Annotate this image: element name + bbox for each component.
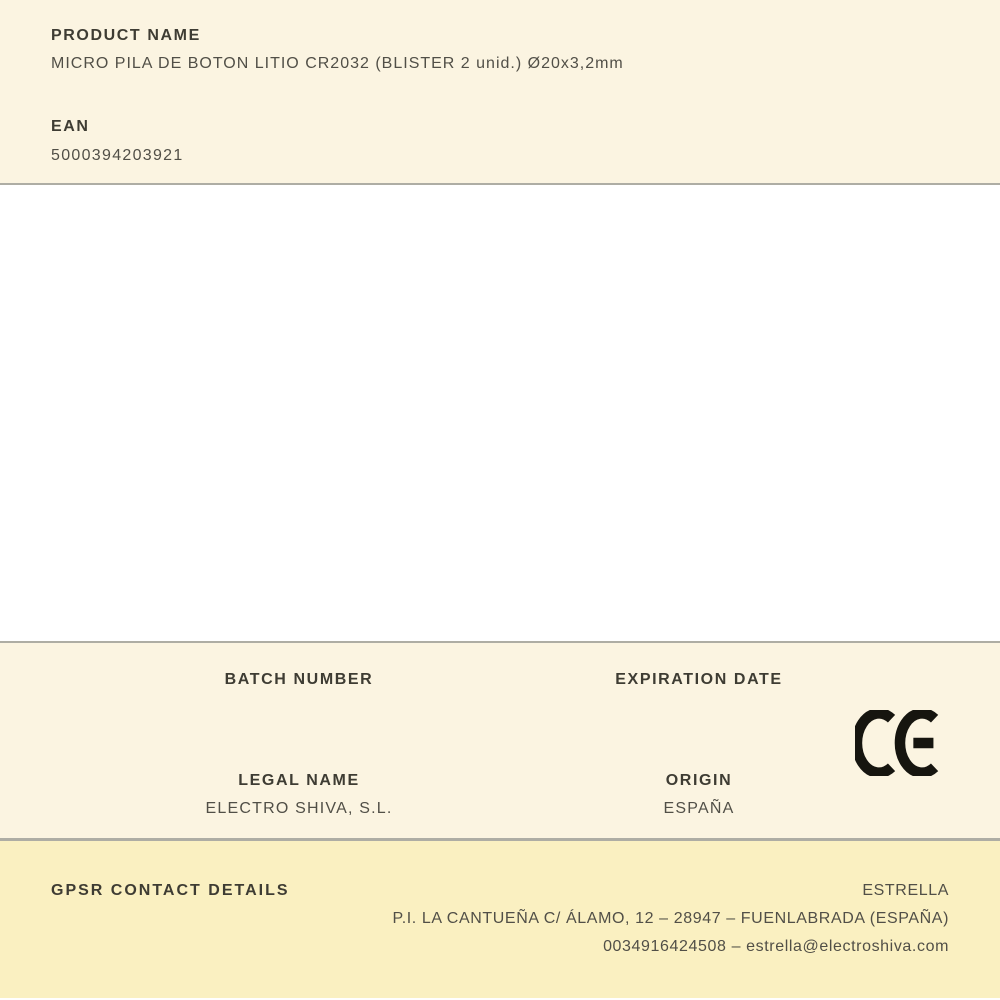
ean-value: 5000394203921 xyxy=(51,147,184,164)
gpsr-contact-heading: GPSR CONTACT DETAILS xyxy=(51,882,290,899)
legal-name-label: LEGAL NAME xyxy=(238,772,360,789)
gpsr-contact-section xyxy=(0,841,1000,998)
legal-name-value: ELECTRO SHIVA, S.L. xyxy=(205,800,393,817)
ce-mark-icon xyxy=(855,710,943,776)
expiration-date-field xyxy=(499,671,899,699)
product-name-value: MICRO PILA DE BOTON LITIO CR2032 (BLISTER 2 unid.) Ø20x3,2mm xyxy=(51,55,624,72)
product-name-label: PRODUCT NAME xyxy=(51,27,201,44)
batch-number-label: BATCH NUMBER xyxy=(224,671,374,688)
contact-company-name: ESTRELLA xyxy=(862,882,949,899)
ean-label: EAN xyxy=(51,118,90,135)
legal-name-field xyxy=(99,772,499,817)
batch-number-field xyxy=(99,671,499,699)
origin-value: ESPAÑA xyxy=(663,800,735,817)
contact-address: P.I. LA CANTUEÑA C/ ÁLAMO, 12 – 28947 – FUENLABRADA (ESPAÑA) xyxy=(392,910,949,927)
blank-area xyxy=(0,185,1000,641)
contact-phone-email: 0034916424508 – estrella@electroshiva.com xyxy=(603,938,949,955)
origin-field xyxy=(499,772,899,817)
traceability-grid xyxy=(99,671,899,817)
contact-details xyxy=(290,882,949,966)
origin-label: ORIGIN xyxy=(665,772,733,789)
product-section xyxy=(0,0,1000,185)
expiration-date-label: EXPIRATION DATE xyxy=(615,671,783,688)
traceability-section xyxy=(0,641,1000,841)
